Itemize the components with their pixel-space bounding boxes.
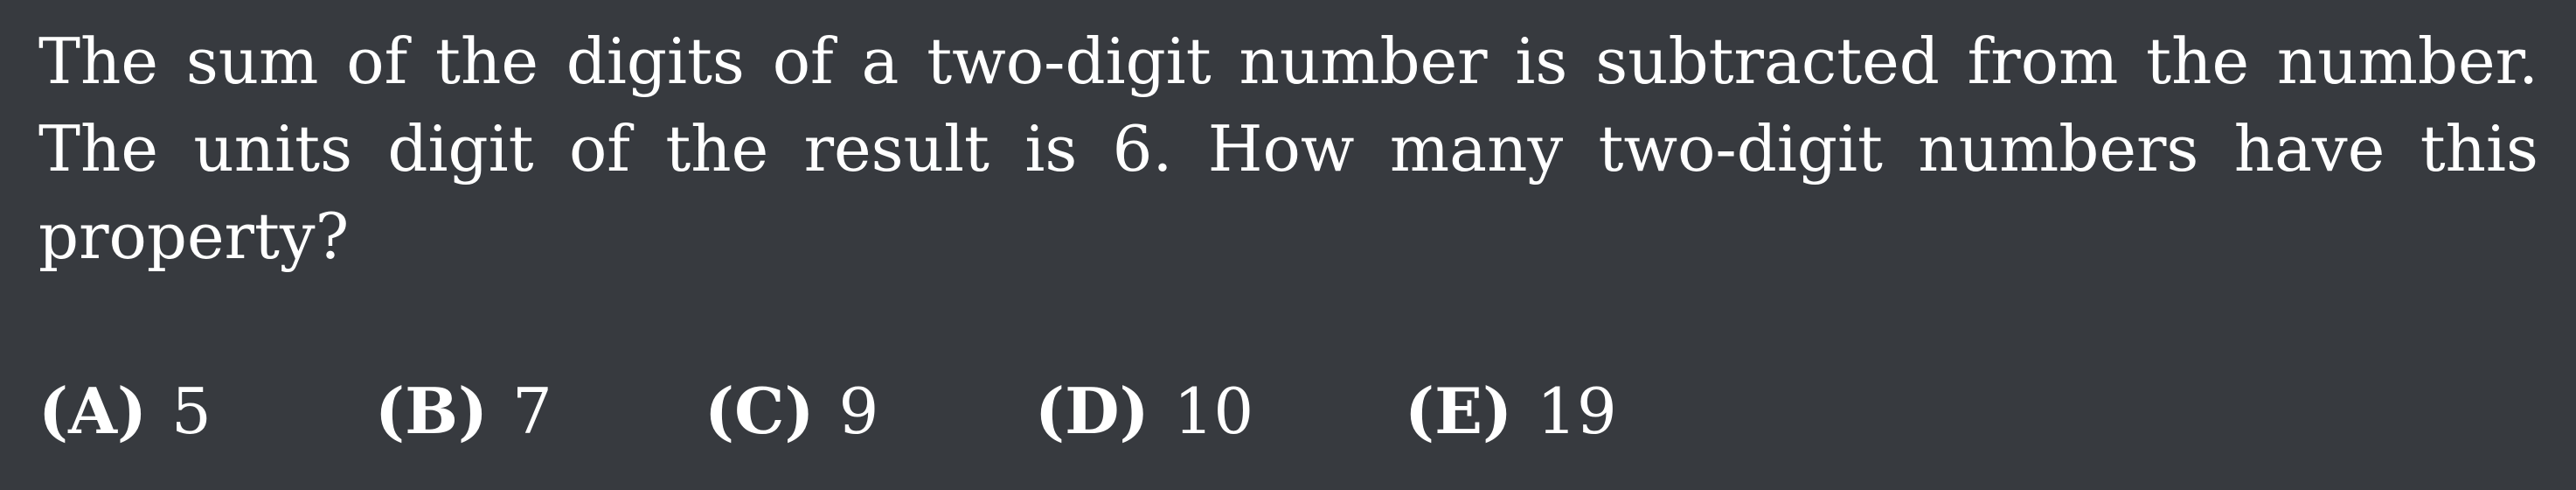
choice-value: 5: [171, 374, 212, 448]
choice-d: [1035, 368, 1253, 455]
choice-value: 9: [838, 374, 879, 448]
choice-letter: (D): [1035, 374, 1149, 448]
choice-c: [705, 368, 878, 455]
choice-value: 19: [1537, 374, 1617, 448]
choice-e: [1405, 368, 1617, 455]
choice-value: 7: [512, 374, 552, 448]
question-text: The sum of the digits of a two-digit number is subtracted from the number. The units digit of the result is 6. How many two-digit numbers have this property?: [38, 24, 2538, 273]
choice-letter: (E): [1405, 374, 1513, 448]
choice-letter: (A): [38, 374, 147, 448]
choice-value: 10: [1173, 374, 1254, 448]
choice-letter: (C): [705, 374, 815, 448]
choice-letter: (B): [375, 374, 488, 448]
choice-b: [375, 368, 552, 455]
choice-a: [38, 368, 212, 455]
answer-choices: [38, 368, 2538, 455]
